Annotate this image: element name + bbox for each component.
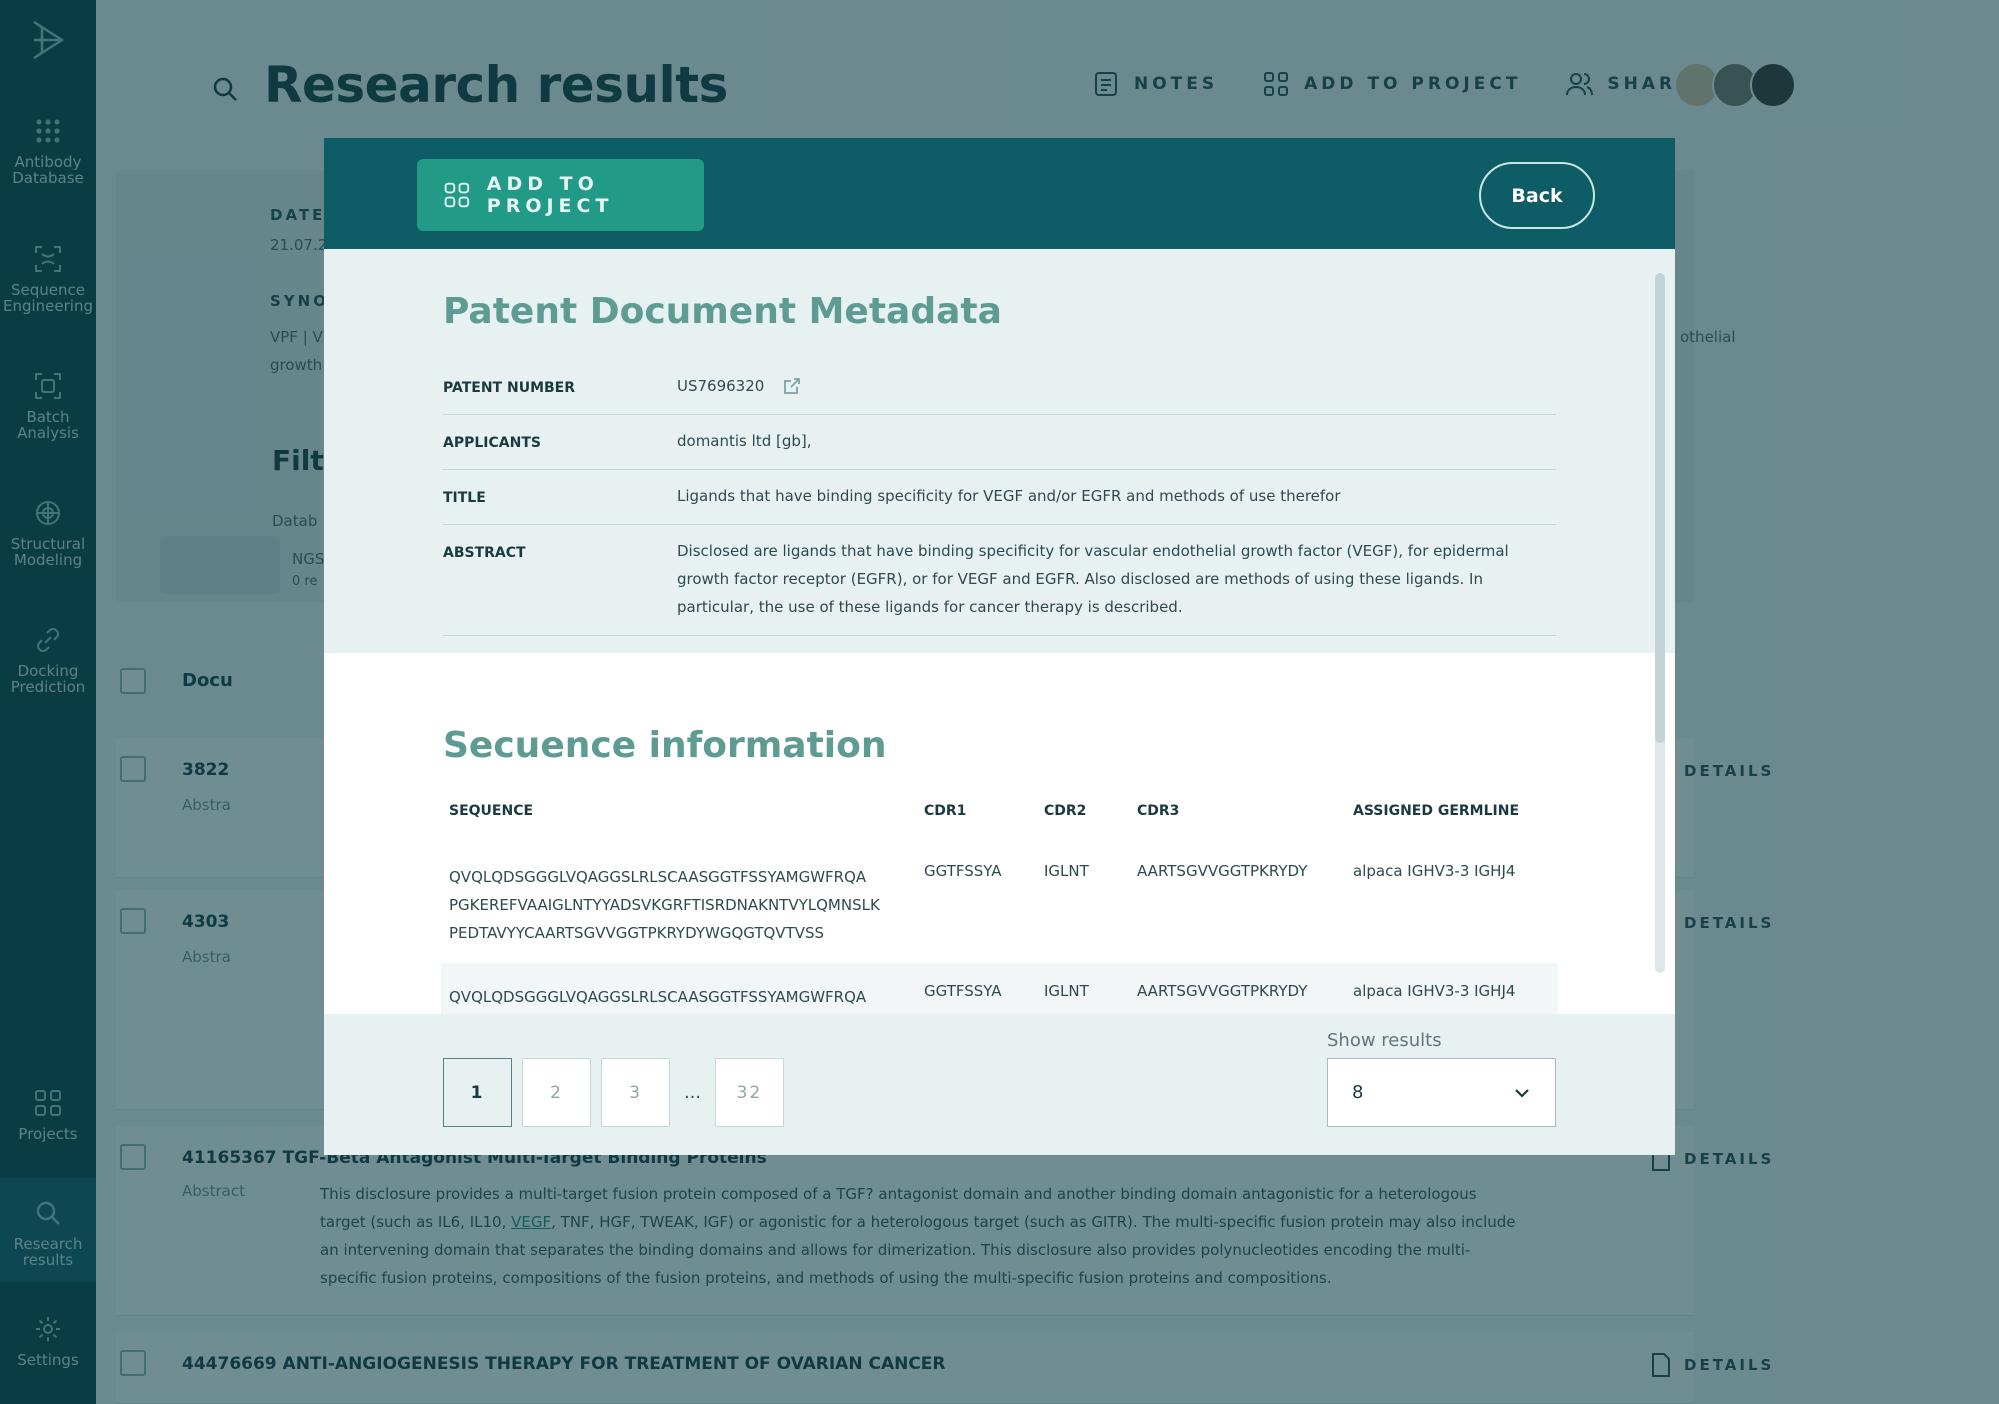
column-header: CDR3 [1137,803,1180,819]
metadata-label: PATENT NUMBER [443,380,576,396]
sequence-line: PGKEREFVAAIGLNTYYADSVKGRFTISRDNAKNTVYLQMNSLK [449,896,880,914]
metadata-label: TITLE [443,490,486,506]
metadata-section [324,249,1675,653]
show-results-label: Show results [1327,1030,1442,1051]
sequence-cell [441,843,916,963]
cdr1-cell: GGTFSSYA [924,862,1002,880]
column-header: ASSIGNED GERMLINE [1353,803,1520,819]
show-results-value: 8 [1352,1082,1364,1103]
table-row[interactable] [441,843,1558,963]
sequence-line: PEDTAVYYCAARTSGVVGGTPKRYDYWGQGTQVTVSS [449,924,825,942]
cdr2-cell: IGLNT [1036,963,1129,1027]
add-to-project-button[interactable] [417,159,704,231]
sequence-line: QVQLQDSGGGLVQAGGSLRLSCAASGGTFSSYAMGWFRQA [449,988,867,1006]
metadata-label: APPLICANTS [443,435,541,451]
scrollbar-thumb[interactable] [1655,273,1665,743]
external-link-icon[interactable] [782,376,802,396]
metadata-row-abstract [443,525,1556,636]
metadata-value: Ligands that have binding specificity for VEGF and/or EGFR and methods of use therefor [677,487,1341,505]
add-to-project-label: ADD TO PROJECT [486,173,614,217]
germline-cell: alpaca IGHV3-3 IGHJ4 [1353,862,1516,880]
metadata-table [443,360,1556,636]
metadata-row-patent-number [443,360,1556,415]
page-button-1[interactable]: 1 [443,1058,512,1127]
chevron-down-icon [1513,1084,1531,1102]
modal-header [324,138,1675,249]
metadata-value [677,372,1556,400]
metadata-row-applicants [443,415,1556,470]
sequence-table [441,803,1558,1027]
metadata-title: Patent Document Metadata [443,291,1002,332]
page-button-2[interactable]: 2 [522,1058,591,1127]
sequence-line: QVQLQDSGGGLVQAGGSLRLSCAASGGTFSSYAMGWFRQA [449,868,867,886]
cdr3-cell: AARTSGVVGGTPKRYDY [1129,963,1345,1027]
sequence-title: Secuence information [443,725,887,766]
metadata-value: Disclosed are ligands that have binding specificity for vascular endothelial growth factor (VEGF), for epidermal growth factor receptor (EGFR), or for VEGF and EGFR. Also disclosed are methods of using these ligands. In particular, the use of these ligands for cancer therapy is described. [677,542,1509,616]
pagination [443,1058,784,1127]
cdr3-cell: AARTSGVVGGTPKRYDY [1137,862,1308,880]
metadata-value: domantis ltd [gb], [677,432,812,450]
column-header: SEQUENCE [449,803,534,819]
back-button[interactable]: Back [1479,162,1595,229]
germline-cell: alpaca IGHV3-3 IGHJ4 [1345,963,1558,1027]
page-button-3[interactable]: 3 [601,1058,670,1127]
metadata-label: ABSTRACT [443,545,526,561]
cdr1-cell: GGTFSSYA [916,963,1036,1027]
pagination-ellipsis: … [684,1082,701,1103]
patent-details-modal [324,138,1675,1155]
table-header-row [441,803,1558,843]
metadata-row-title [443,470,1556,525]
column-header: CDR2 [1044,803,1087,819]
patent-number-value: US7696320 [677,377,765,395]
cdr2-cell: IGLNT [1044,862,1089,880]
modal-footer [324,1014,1675,1155]
column-header: CDR1 [924,803,967,819]
show-results-select[interactable] [1327,1058,1556,1127]
four-squares-icon [443,179,471,211]
page-button-last[interactable]: 32 [715,1058,784,1127]
